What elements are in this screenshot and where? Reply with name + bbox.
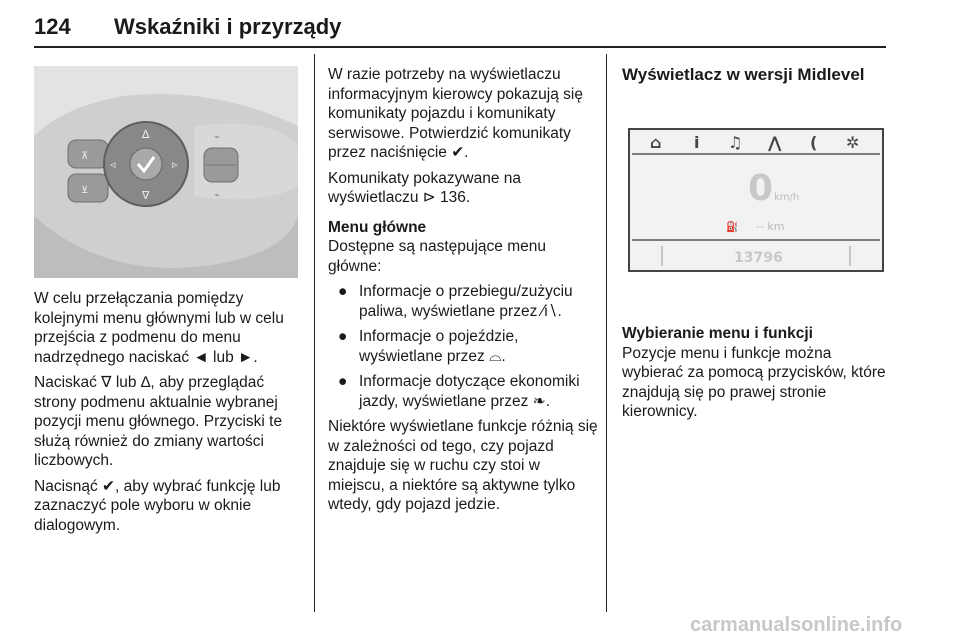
navigation-icon: ⋀ (768, 133, 782, 152)
steering-wheel-controls-photo (34, 66, 298, 278)
page-number: 124 (34, 14, 71, 39)
section-title: Wyświetlacz w wersji Midlevel (622, 65, 865, 84)
paragraph: Naciskać ∇ lub ∆, aby przeglądać strony podmenu aktualnie wybranej pozycji menu głównego. Przyciski te służą również do zmiany wartości liczbowych. (34, 374, 283, 469)
bullet-icon: ● (338, 283, 348, 300)
fuel-icon: ⛽ (726, 222, 739, 233)
info-icon: i (694, 133, 700, 152)
paragraph: Komunikaty pokazywane na wyświetlaczu ⊳ 136. (328, 169, 522, 206)
subsection-title: Wybieranie menu i funkcji (622, 325, 813, 342)
home-icon: ⌂ (650, 133, 662, 152)
column-divider-2 (606, 54, 607, 612)
speed-value: 0 (748, 168, 774, 209)
bullet-icon: ● (338, 373, 348, 390)
speed-unit: km/h (774, 192, 800, 203)
menu-heading: Menu główne (328, 218, 427, 236)
settings-icon: ✲ (846, 133, 860, 152)
list-item (328, 282, 598, 321)
paragraph: Nacisnąć ✔, aby wybrać funkcję lub zaznaczyć pole wyboru w oknie dialogowym. (34, 477, 281, 534)
list-item (328, 372, 598, 411)
phone-icon: ( (810, 133, 818, 152)
odometer-value: 13796 (734, 250, 783, 266)
watermark: carmanualsonline.info (690, 614, 903, 636)
paragraph: Pozycje menu i funkcje można wybierać za pomocą przycisków, które znajdują się po prawej stronie kierownicy. (622, 344, 886, 420)
column-2 (328, 65, 598, 521)
svg-text:⊼: ⊼ (81, 151, 89, 162)
column-divider-1 (314, 54, 315, 612)
menu-list (328, 282, 598, 411)
page-header (34, 14, 884, 54)
list-item (328, 327, 598, 366)
svg-text:⌁: ⌁ (214, 132, 221, 143)
column-1 (34, 289, 299, 541)
svg-text:⌁: ⌁ (214, 190, 221, 201)
page-title: Wskaźniki i przyrządy (114, 14, 342, 39)
list-item-text: Informacje dotyczące ekonomiki jazdy, wyświetlane przez ❧. (359, 373, 580, 410)
driver-info-display (628, 128, 884, 272)
list-item-text: Informacje o pojeździe, wyświetlane przez ⌓. (359, 328, 519, 365)
column-3 (622, 65, 892, 85)
music-icon: ♫ (728, 133, 743, 152)
bullet-icon: ● (338, 328, 348, 345)
paragraph: Dostępne są następujące menu główne: (328, 238, 547, 275)
svg-text:∇: ∇ (142, 189, 150, 202)
header-divider (34, 46, 886, 48)
paragraph: Niektóre wyświetlane funkcje różnią się w zależności od tego, czy pojazd znajduje się w ruchu czy stoi w miejscu, a niektóre są aktywne tylko wtedy, gdy pojazd jedzie. (328, 418, 598, 513)
svg-text:∆: ∆ (142, 128, 150, 141)
menu-selection-section (622, 324, 892, 422)
svg-text:◃: ◃ (110, 158, 116, 171)
svg-text:⊻: ⊻ (81, 185, 89, 196)
paragraph: W razie potrzeby na wyświetlaczu informacyjnym kierowcy pokazują się komunikaty pojazdu i komunikaty serwisowe. Potwierdzić komunikaty przez naciśnięcie ✔. (328, 66, 583, 161)
svg-text:▹: ▹ (172, 158, 178, 171)
range-value: -- km (756, 220, 785, 233)
list-item-text: Informacje o przebiegu/zużyciu paliwa, wyświetlane przez ⁄i∖. (359, 283, 573, 320)
paragraph: W celu przełączania pomiędzy kolejnymi menu głównymi lub w celu przejścia z podmenu do menu nadrzędnego naciskać ◄ lub ►. (34, 290, 284, 366)
